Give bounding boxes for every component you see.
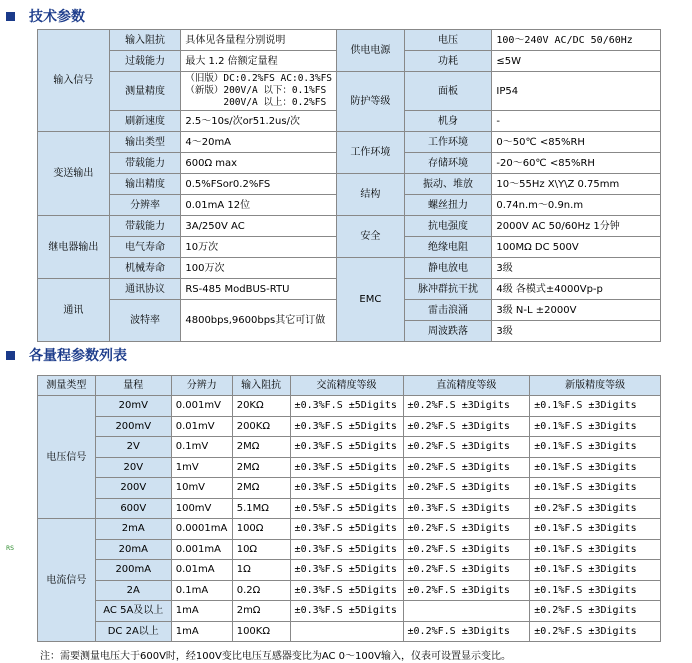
table-cell: 1mA xyxy=(171,621,232,642)
table-cell: ±0.1%F.S ±3Digits xyxy=(530,560,661,581)
table-cell: ±0.2%F.S ±3Digits xyxy=(403,416,530,437)
table-cell: 200mA xyxy=(95,560,171,581)
cell-value: 具体见各量程分别说明 xyxy=(181,30,337,51)
table-cell: ±0.2%F.S ±3Digits xyxy=(403,519,530,540)
table-row xyxy=(38,396,661,417)
cell-value: 0.01mA 12位 xyxy=(181,195,337,216)
table-cell: ±0.1%F.S ±3Digits xyxy=(530,457,661,478)
group-emc: EMC xyxy=(337,258,405,342)
side-mark: RS xyxy=(6,545,14,552)
table-cell: 1mV xyxy=(171,457,232,478)
table-cell: 2A xyxy=(95,580,171,601)
table-cell: 20V xyxy=(95,457,171,478)
section-title-ranges xyxy=(6,345,127,365)
table-cell: 2MΩ xyxy=(232,457,290,478)
table-cell: ±0.1%F.S ±3Digits xyxy=(530,437,661,458)
cell-value: 600Ω max xyxy=(181,153,337,174)
table-cell: 20mA xyxy=(95,539,171,560)
table-cell: ±0.3%F.S ±5Digits xyxy=(290,437,403,458)
range-params-table xyxy=(37,375,661,642)
table-cell xyxy=(403,601,530,622)
table-cell: ±0.2%F.S ±3Digits xyxy=(530,621,661,642)
cell-value: 0.5%FSor0.2%FS xyxy=(181,174,337,195)
cell-value: 100～240V AC/DC 50/60Hz xyxy=(492,30,661,51)
square-bullet-icon xyxy=(6,12,15,21)
table-cell: ±0.3%F.S ±5Digits xyxy=(290,580,403,601)
group-input-signal: 输入信号 xyxy=(38,30,110,132)
table-cell: ±0.3%F.S ±5Digits xyxy=(290,457,403,478)
table-cell: 100mV xyxy=(171,498,232,519)
group-power: 供电电源 xyxy=(337,30,405,72)
cell-label: 脉冲群抗干扰 xyxy=(404,279,492,300)
cell-label: 通讯协议 xyxy=(109,279,181,300)
cell-value: - xyxy=(492,111,661,132)
cell-label: 输出精度 xyxy=(109,174,181,195)
cell-value: 4级 各模式±4000Vp-p xyxy=(492,279,661,300)
cell-label: 振动、堆放 xyxy=(404,174,492,195)
table-cell: ±0.1%F.S ±3Digits xyxy=(530,478,661,499)
table-cell: ±0.2%F.S ±3Digits xyxy=(403,396,530,417)
section-title-text: 技术参数 xyxy=(29,9,85,25)
group-struct: 结构 xyxy=(337,174,405,216)
table-cell: ±0.3%F.S ±5Digits xyxy=(290,601,403,622)
group-label: 电压信号 xyxy=(38,396,96,519)
table-cell: 0.01mA xyxy=(171,560,232,581)
table-cell: DC 2A以上 xyxy=(95,621,171,642)
cell-value: 4800bps,9600bps其它可订做 xyxy=(181,300,337,342)
table-row xyxy=(38,416,661,437)
cell-label: 面板 xyxy=(404,72,492,111)
table-cell: 1Ω xyxy=(232,560,290,581)
group-comm: 通讯 xyxy=(38,279,110,342)
cell-label: 抗电强度 xyxy=(404,216,492,237)
section-title-text: 各量程参数列表 xyxy=(29,348,127,364)
cell-value: RS-485 ModBUS-RTU xyxy=(181,279,337,300)
cell-label: 带载能力 xyxy=(109,216,181,237)
table-cell: 1mA xyxy=(171,601,232,622)
square-bullet-icon xyxy=(6,351,15,360)
table-cell: 100Ω xyxy=(232,519,290,540)
column-header: 直流精度等级 xyxy=(403,376,530,396)
table-cell: ±0.3%F.S ±5Digits xyxy=(290,396,403,417)
cell-label: 输出类型 xyxy=(109,132,181,153)
table-cell: 200KΩ xyxy=(232,416,290,437)
value-line: （新版）200V/A 以下：0.1%FS xyxy=(185,85,327,96)
cell-label: 刷新速度 xyxy=(109,111,181,132)
table-cell xyxy=(290,621,403,642)
table-row xyxy=(38,478,661,499)
table-cell: 0.1mA xyxy=(171,580,232,601)
table-cell: 2mΩ xyxy=(232,601,290,622)
cell-label: 电压 xyxy=(404,30,492,51)
table-cell: ±0.2%F.S ±3Digits xyxy=(403,621,530,642)
cell-value: 2.5～10s/次or51.2us/次 xyxy=(181,111,337,132)
column-header: 交流精度等级 xyxy=(290,376,403,396)
table-cell: ±0.3%F.S ±5Digits xyxy=(290,539,403,560)
table-row xyxy=(38,457,661,478)
table-cell: 10mV xyxy=(171,478,232,499)
value-line: 200V/A 以上：0.2%FS xyxy=(223,97,327,108)
cell-value: 0～50℃ <85%RH xyxy=(492,132,661,153)
cell-value: 0.74n.m～0.9n.m xyxy=(492,195,661,216)
table-cell: ±0.2%F.S ±3Digits xyxy=(530,498,661,519)
group-relay-output: 继电器输出 xyxy=(38,216,110,279)
cell-value: 3级 xyxy=(492,258,661,279)
table-cell: 100KΩ xyxy=(232,621,290,642)
table-cell: 2V xyxy=(95,437,171,458)
table-cell: ±0.5%F.S ±5Digits xyxy=(290,498,403,519)
cell-label: 输入阻抗 xyxy=(109,30,181,51)
table-cell: 0.0001mA xyxy=(171,519,232,540)
table-cell: ±0.2%F.S ±3Digits xyxy=(403,539,530,560)
column-header: 输入阻抗 xyxy=(232,376,290,396)
table-row xyxy=(38,621,661,642)
table-row xyxy=(38,539,661,560)
cell-value: IP54 xyxy=(492,72,661,111)
table-cell: 200V xyxy=(95,478,171,499)
table-row xyxy=(38,498,661,519)
table-row xyxy=(38,580,661,601)
table-cell: ±0.1%F.S ±3Digits xyxy=(530,580,661,601)
table-cell: 0.001mA xyxy=(171,539,232,560)
cell-label: 功耗 xyxy=(404,51,492,72)
table-cell: 0.001mV xyxy=(171,396,232,417)
cell-value: -20～60℃ <85%RH xyxy=(492,153,661,174)
group-transmit-output: 变送输出 xyxy=(38,132,110,216)
cell-label: 存储环境 xyxy=(404,153,492,174)
group-safety: 安全 xyxy=(337,216,405,258)
value-line: （旧版）DC:0.2%FS AC:0.3%FS xyxy=(185,73,333,84)
cell-label: 过载能力 xyxy=(109,51,181,72)
cell-value: 3级 N-L ±2000V xyxy=(492,300,661,321)
table-cell: ±0.2%F.S ±3Digits xyxy=(403,437,530,458)
footnote: 注：需要测量电压大于600V时，经100V变比电压互感器变比为AC 0～100V输入，仪表可设置显示变比。 xyxy=(40,651,511,662)
cell-value: 4～20mA xyxy=(181,132,337,153)
table-cell: ±0.1%F.S ±3Digits xyxy=(530,539,661,560)
cell-label: 绝缘电阻 xyxy=(404,237,492,258)
table-cell: 0.2Ω xyxy=(232,580,290,601)
cell-value: 3级 xyxy=(492,321,661,342)
table-cell: 2mA xyxy=(95,519,171,540)
cell-value: 最大 1.2 倍额定量程 xyxy=(181,51,337,72)
cell-label: 工作环境 xyxy=(404,132,492,153)
table-cell: ±0.2%F.S ±3Digits xyxy=(403,457,530,478)
table-cell: ±0.3%F.S ±3Digits xyxy=(403,498,530,519)
group-label: 电流信号 xyxy=(38,519,96,642)
group-env: 工作环境 xyxy=(337,132,405,174)
cell-label: 波特率 xyxy=(109,300,181,342)
cell-value: 2000V AC 50/60Hz 1分钟 xyxy=(492,216,661,237)
group-protect: 防护等级 xyxy=(337,72,405,132)
table-row xyxy=(38,560,661,581)
table-cell: 0.01mV xyxy=(171,416,232,437)
table-cell: ±0.2%F.S ±3Digits xyxy=(403,560,530,581)
table-cell: 2MΩ xyxy=(232,437,290,458)
table-cell: ±0.1%F.S ±3Digits xyxy=(530,416,661,437)
cell-label: 螺丝扭力 xyxy=(404,195,492,216)
table-row xyxy=(38,437,661,458)
table-cell: ±0.3%F.S ±5Digits xyxy=(290,416,403,437)
cell-label: 静电放电 xyxy=(404,258,492,279)
cell-label: 带载能力 xyxy=(109,153,181,174)
table-row xyxy=(38,601,661,622)
table-cell: ±0.3%F.S ±5Digits xyxy=(290,519,403,540)
table-cell: ±0.2%F.S ±3Digits xyxy=(403,580,530,601)
table-body xyxy=(38,396,661,642)
section-title-tech xyxy=(6,6,85,26)
column-header: 新版精度等级 xyxy=(530,376,661,396)
table-cell: ±0.1%F.S ±3Digits xyxy=(530,519,661,540)
cell-value: 100MΩ DC 500V xyxy=(492,237,661,258)
table-cell: ±0.2%F.S ±3Digits xyxy=(403,478,530,499)
column-header: 分辨力 xyxy=(171,376,232,396)
table-cell: ±0.3%F.S ±5Digits xyxy=(290,560,403,581)
table-cell: 2MΩ xyxy=(232,478,290,499)
table-cell: 5.1MΩ xyxy=(232,498,290,519)
tech-params-table xyxy=(37,29,661,342)
table-cell: 20mV xyxy=(95,396,171,417)
cell-value-multiline xyxy=(181,72,337,111)
cell-label: 机身 xyxy=(404,111,492,132)
table-cell: 0.1mV xyxy=(171,437,232,458)
table-cell: 10Ω xyxy=(232,539,290,560)
table-cell: ±0.1%F.S ±3Digits xyxy=(530,396,661,417)
cell-label: 机械寿命 xyxy=(109,258,181,279)
cell-value: 10～55Hz X\Y\Z 0.75mm xyxy=(492,174,661,195)
cell-value: 10万次 xyxy=(181,237,337,258)
table-cell: 20KΩ xyxy=(232,396,290,417)
table-cell: 600V xyxy=(95,498,171,519)
cell-label: 分辨率 xyxy=(109,195,181,216)
cell-label: 测量精度 xyxy=(109,72,181,111)
cell-value: 3A/250V AC xyxy=(181,216,337,237)
table-header-row xyxy=(38,376,661,396)
table-cell: AC 5A及以上 xyxy=(95,601,171,622)
column-header: 量程 xyxy=(95,376,171,396)
cell-label: 电气寿命 xyxy=(109,237,181,258)
cell-label: 周波跌落 xyxy=(404,321,492,342)
cell-value: ≤5W xyxy=(492,51,661,72)
cell-label: 雷击浪涌 xyxy=(404,300,492,321)
cell-value: 100万次 xyxy=(181,258,337,279)
table-cell: ±0.2%F.S ±3Digits xyxy=(530,601,661,622)
table-cell: 200mV xyxy=(95,416,171,437)
table-row xyxy=(38,519,661,540)
table-cell: ±0.3%F.S ±5Digits xyxy=(290,478,403,499)
column-header: 测量类型 xyxy=(38,376,96,396)
